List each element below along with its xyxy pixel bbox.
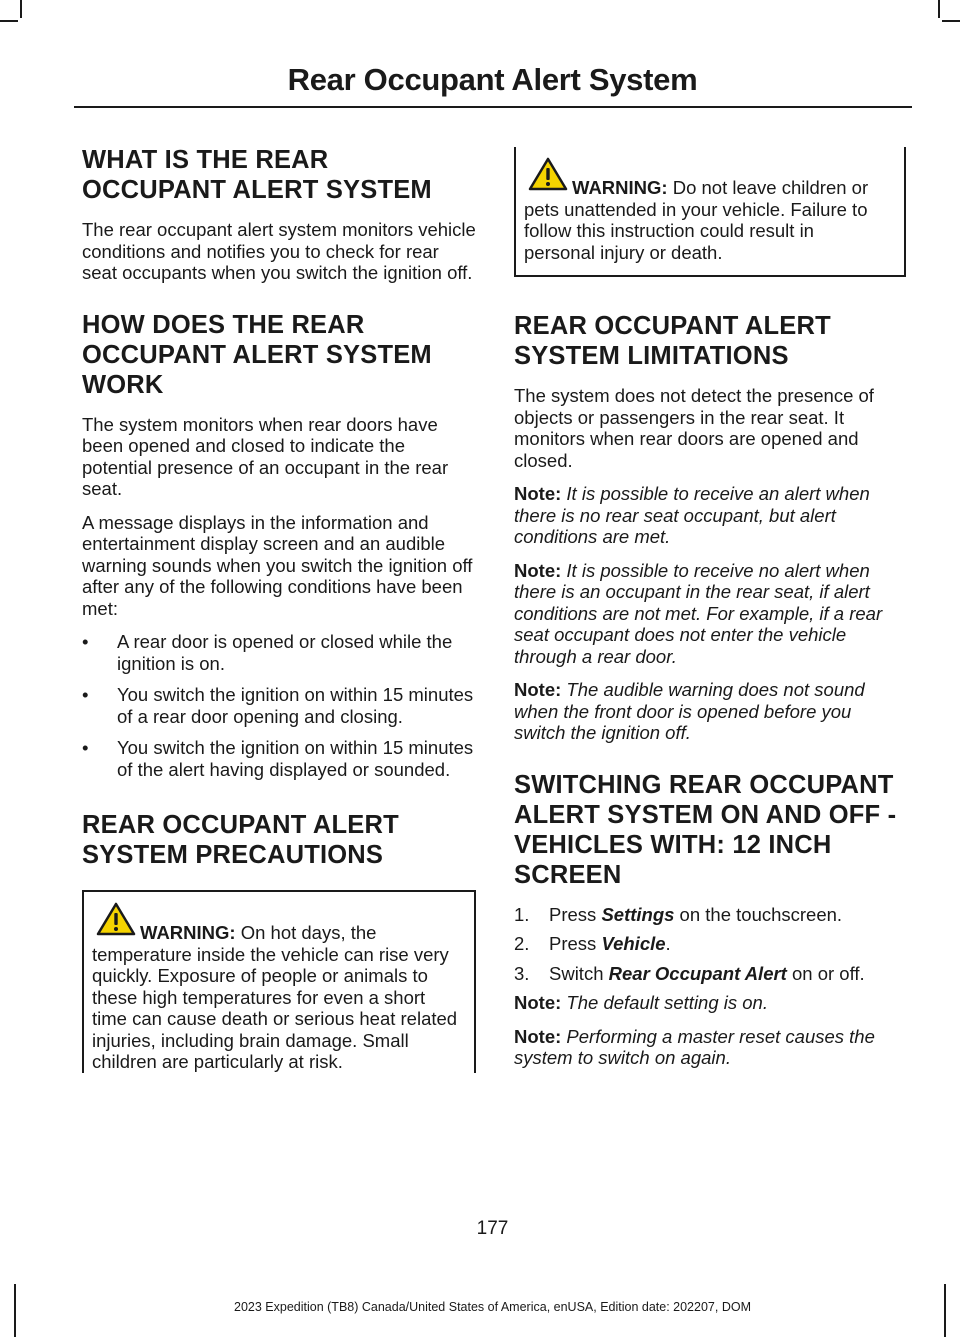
section-limitations (514, 311, 906, 744)
bullet: • (82, 737, 89, 758)
step-text: Press (549, 933, 602, 954)
warning-label: WARNING: (572, 177, 668, 198)
note-text: Performing a master reset causes the system to switch on again. (514, 1025, 875, 1068)
page-header-title: Rear Occupant Alert System (287, 62, 698, 97)
heading-line: SCREEN (514, 860, 622, 889)
note-label: Note: (514, 483, 562, 504)
heading-line: REAR OCCUPANT ALERT (514, 312, 831, 340)
note-label: Note: (514, 1025, 562, 1047)
body-paragraph: A message displays in the information and entertainment display screen and an audible warning sounds when you switch the ignition off after any of the following conditions have been met: (82, 511, 473, 619)
page-number: 177 (476, 1218, 509, 1239)
heading-line: SYSTEM LIMITATIONS (514, 342, 789, 370)
list-item (82, 684, 476, 727)
note-text: The audible warning does not sound when the front door is opened before you switch the ignition off. (514, 679, 865, 743)
note-paragraph (514, 483, 906, 548)
crop-mark (20, 0, 22, 18)
heading-line: HOW DOES THE REAR (82, 310, 365, 339)
body-paragraph: The system does not detect the presence of objects or passengers in the rear seat. It monitors when rear doors are opened and closed. (514, 385, 874, 471)
step-item (514, 963, 906, 985)
warning-triangle-icon (96, 902, 136, 936)
bullet: • (82, 684, 89, 705)
crop-mark (938, 0, 940, 18)
conditions-list (82, 631, 476, 780)
note-text: It is possible to receive no alert when there is an occupant in the rear seat, if alert conditions are not met. For example, if a rear seat occupant does not enter the vehicle through a rear door. (514, 559, 883, 667)
crop-mark (0, 20, 18, 22)
heading-line: SWITCHING REAR OCCUPANT (514, 770, 894, 799)
crop-mark (942, 20, 960, 22)
warning-box (514, 147, 906, 277)
step-text: on or off. (786, 962, 865, 984)
warning-label: WARNING: (140, 922, 236, 943)
warning-box (82, 890, 476, 1073)
warning-text (524, 177, 890, 263)
heading-line: WHAT IS THE REAR (82, 146, 329, 174)
note-paragraph (514, 679, 906, 744)
section-heading (514, 770, 906, 890)
list-item-text: You switch the ignition on within 15 minutes of a rear door opening and closing. (117, 684, 474, 727)
note-paragraph (514, 560, 906, 668)
step-item (514, 904, 906, 926)
steps-list (514, 904, 906, 985)
step-emphasis: Vehicle (601, 933, 666, 954)
step-text: on the touchscreen. (674, 903, 843, 925)
step-number: 3. (514, 962, 530, 984)
section-heading (514, 311, 906, 371)
section-heading (82, 310, 476, 400)
heading-line: OCCUPANT ALERT SYSTEM (82, 176, 432, 204)
step-emphasis: Rear Occupant Alert (608, 962, 787, 984)
list-item (82, 737, 476, 780)
step-text: Switch (549, 962, 609, 984)
step-emphasis: Settings (601, 903, 675, 925)
warning-text (92, 922, 460, 1073)
step-text: Press (549, 903, 602, 925)
heading-line: ALERT SYSTEM ON AND OFF - (514, 800, 897, 829)
heading-line: SYSTEM PRECAUTIONS (82, 841, 384, 869)
section-what-is (82, 145, 476, 284)
heading-line: VEHICLES WITH: 12 INCH (514, 830, 832, 859)
heading-line: REAR OCCUPANT ALERT (82, 811, 399, 839)
right-column (514, 145, 906, 1081)
section-precautions (82, 810, 476, 1073)
step-number: 2. (514, 933, 530, 954)
step-text: . (665, 933, 671, 954)
bullet: • (82, 631, 89, 652)
note-text: It is possible to receive an alert when there is no rear seat occupant, but alert conditions are met. (514, 483, 870, 547)
list-item (82, 631, 476, 674)
step-number: 1. (514, 903, 530, 925)
edition-footer: 2023 Expedition (TB8) Canada/United States of America, enUSA, Edition date: 202207, DOM (234, 1300, 751, 1314)
section-how-it-works (82, 310, 476, 781)
body-paragraph: The system monitors when rear doors have been opened and closed to indicate the potential presence of an occupant in the rear seat. (82, 413, 449, 499)
note-text: The default setting is on. (561, 992, 768, 1013)
header-divider (74, 106, 912, 108)
warning-body: On hot days, the temperature inside the vehicle can rise very quickly. Exposure of people or animals to these high temperatures for even a short time can cause death or serious heat related injuries, including brain damage. Small children are particularly at risk. (92, 922, 458, 1072)
section-switching (514, 770, 906, 1069)
section-heading (82, 810, 476, 870)
section-heading (82, 145, 476, 205)
note-label: Note: (514, 992, 562, 1013)
note-label: Note: (514, 559, 562, 581)
body-paragraph: The rear occupant alert system monitors vehicle conditions and notifies you to check for rear seat occupants when you switch the ignition off. (82, 219, 476, 283)
note-label: Note: (514, 679, 562, 700)
step-item (514, 933, 906, 955)
heading-line: WORK (82, 370, 164, 399)
list-item-text: You switch the ignition on within 15 minutes of the alert having displayed or sounded. (117, 737, 474, 780)
note-paragraph (514, 1026, 906, 1069)
heading-line: OCCUPANT ALERT SYSTEM (82, 340, 432, 369)
warning-body: Do not leave children or pets unattended in your vehicle. Failure to follow this instruction could result in personal injury or death. (524, 177, 869, 263)
note-paragraph (514, 992, 906, 1014)
left-column (82, 145, 476, 1093)
warning-triangle-icon (528, 157, 568, 191)
list-item-text: A rear door is opened or closed while the ignition is on. (117, 631, 453, 674)
